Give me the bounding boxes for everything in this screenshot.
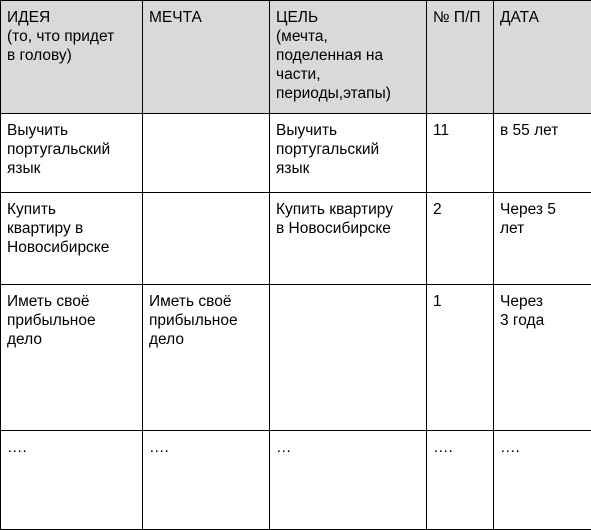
cell-goal: … (270, 431, 427, 530)
cell-date: Через 3 года (494, 285, 591, 431)
cell-number: 11 (427, 114, 494, 193)
cell-dream (143, 114, 270, 193)
cell-number: …. (427, 431, 494, 530)
cell-number: 1 (427, 285, 494, 431)
header-number: № П/П (427, 1, 494, 114)
cell-idea: …. (1, 431, 143, 530)
cell-goal: Купить квартиру в Новосибирске (270, 193, 427, 285)
header-dream: МЕЧТА (143, 1, 270, 114)
table-row (1, 193, 591, 285)
header-goal: ЦЕЛЬ (мечта, поделенная на части, периоды,этапы) (270, 1, 427, 114)
cell-dream (143, 193, 270, 285)
cell-idea: Выучить португальский язык (1, 114, 143, 193)
cell-dream: …. (143, 431, 270, 530)
cell-date: в 55 лет (494, 114, 591, 193)
cell-goal: Выучить португальский язык (270, 114, 427, 193)
header-idea: ИДЕЯ (то, что придет в голову) (1, 1, 143, 114)
cell-number: 2 (427, 193, 494, 285)
cell-dream: Иметь своё прибыльное дело (143, 285, 270, 431)
header-date: ДАТА (494, 1, 591, 114)
cell-idea: Купить квартиру в Новосибирске (1, 193, 143, 285)
cell-date: Через 5 лет (494, 193, 591, 285)
table-row (1, 431, 591, 530)
table-row (1, 285, 591, 431)
table-row (1, 114, 591, 193)
cell-date: …. (494, 431, 591, 530)
cell-goal (270, 285, 427, 431)
table-header-row (1, 1, 591, 114)
cell-idea: Иметь своё прибыльное дело (1, 285, 143, 431)
